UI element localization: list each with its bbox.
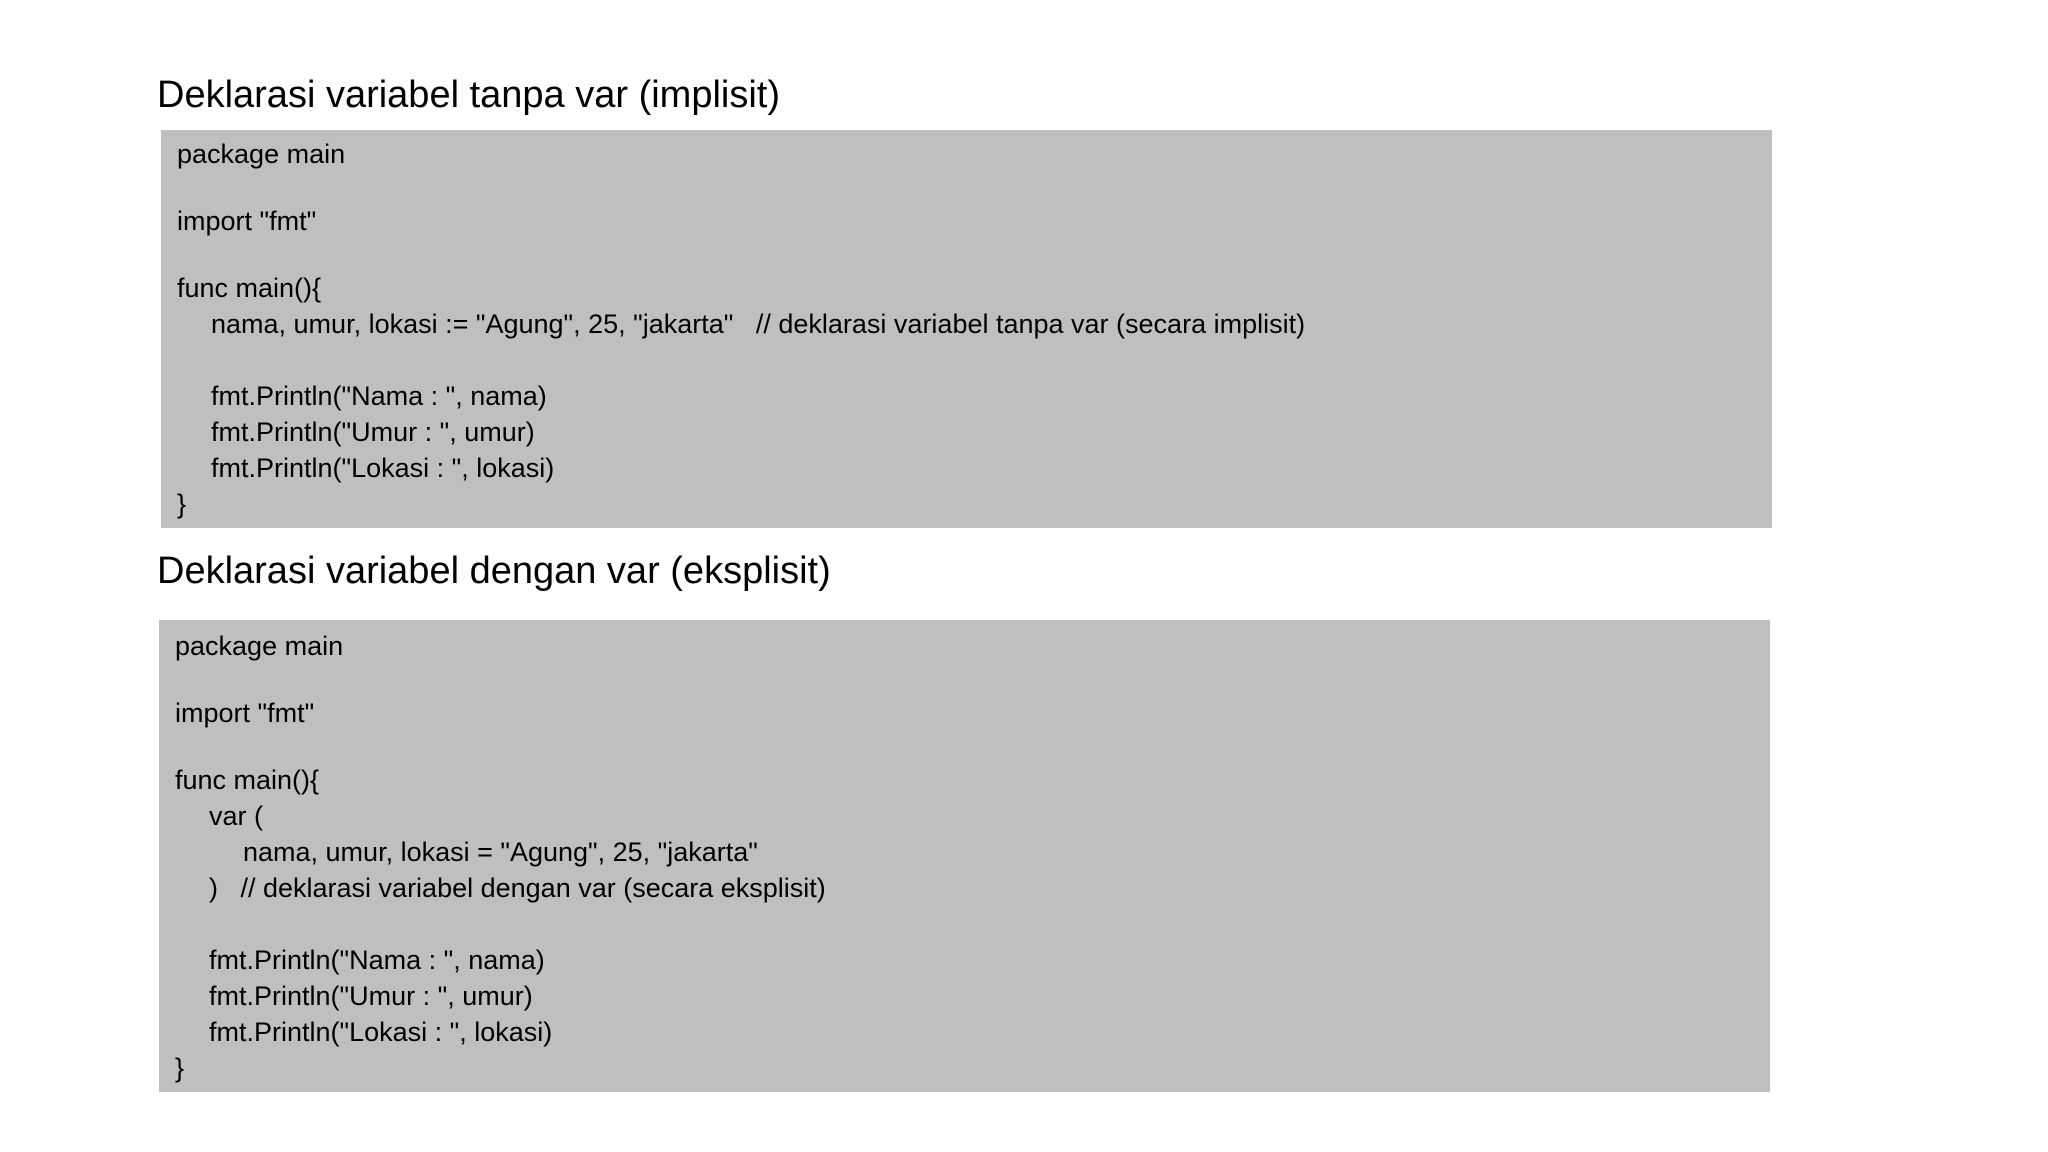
code-line: fmt.Println("Lokasi : ", lokasi) (211, 453, 555, 483)
code-line: nama, umur, lokasi := "Agung", 25, "jakarta" // deklarasi variabel tanpa var (secara implisit) (211, 309, 1306, 339)
code-line: var ( (209, 801, 263, 831)
section-heading-explicit: Deklarasi variabel dengan var (eksplisit) (157, 550, 831, 592)
code-line: fmt.Println("Nama : ", nama) (209, 945, 545, 975)
code-line: fmt.Println("Nama : ", nama) (211, 381, 547, 411)
code-line: fmt.Println("Umur : ", umur) (209, 981, 533, 1011)
code-block-explicit (159, 620, 1770, 1092)
section-heading-implicit: Deklarasi variabel tanpa var (implisit) (157, 74, 780, 116)
code-line: fmt.Println("Umur : ", umur) (211, 417, 535, 447)
code-line: ) // deklarasi variabel dengan var (secara eksplisit) (209, 873, 826, 903)
code-line: func main(){ (175, 765, 320, 795)
code-line: func main(){ (177, 273, 322, 303)
code-line: fmt.Println("Lokasi : ", lokasi) (209, 1017, 553, 1047)
code-line: } (177, 489, 187, 519)
code-line: nama, umur, lokasi = "Agung", 25, "jakarta" (243, 837, 758, 867)
code-line: package main (177, 139, 346, 169)
code-line: package main (175, 631, 344, 661)
code-block-implicit (161, 130, 1772, 528)
code-line: import "fmt" (175, 698, 315, 728)
code-line: import "fmt" (177, 206, 317, 236)
code-line: } (175, 1053, 185, 1083)
